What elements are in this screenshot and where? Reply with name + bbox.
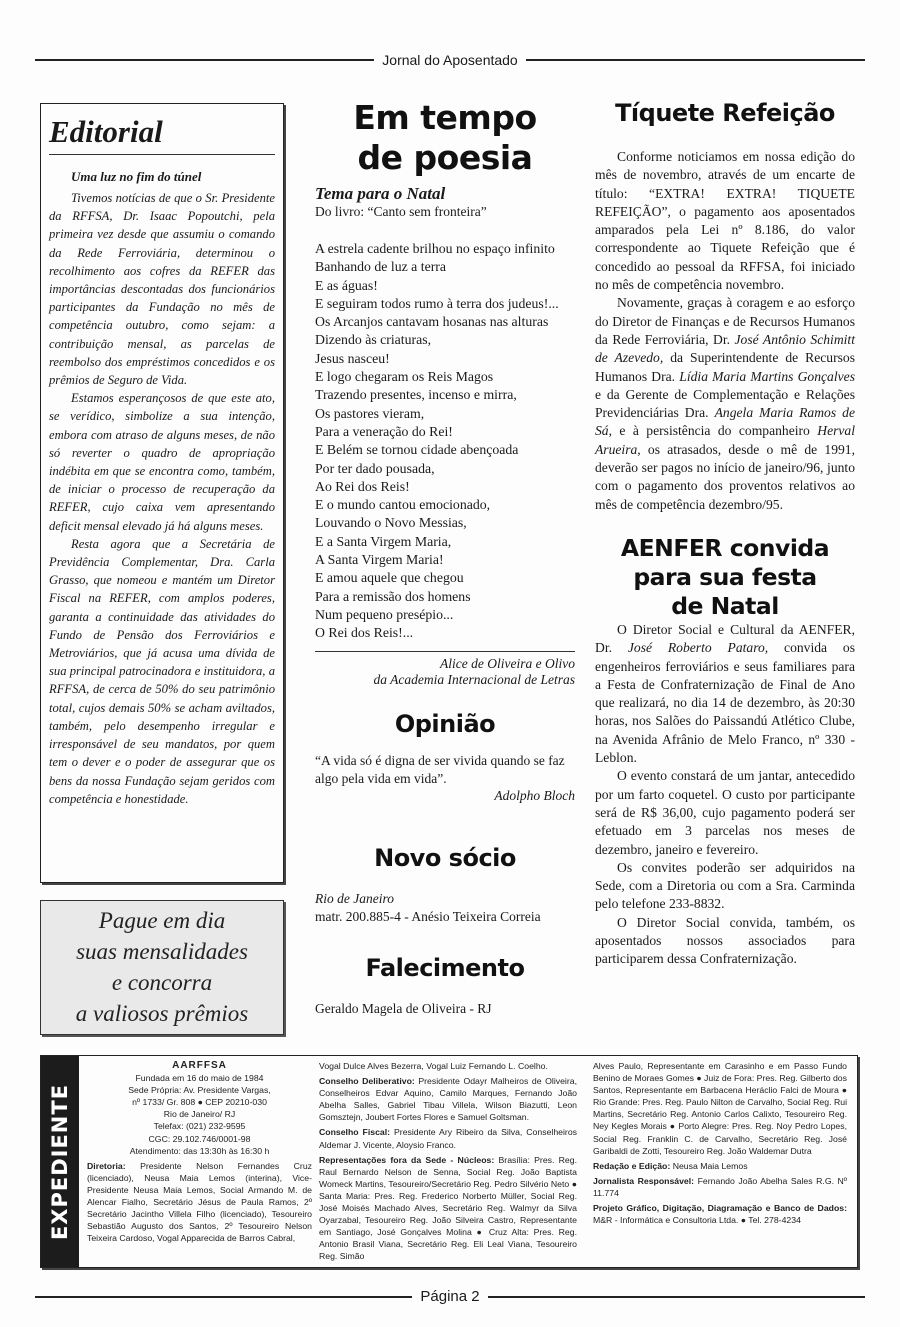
poem-verse: Dizendo às criaturas, <box>315 332 432 348</box>
falecimento-heading: Falecimento <box>365 954 525 983</box>
section-text: Presidente Odayr Malheiros de Oliveira, Conselheiros Edvar Aquino, Camilo Marques, Fernando João Abelha Salles, Gabriel Tibau Villela, Wilson Biazutti, Leon Gomsztejn, Joubert Fortes Flores e Samuel Goltsman. <box>319 1076 578 1123</box>
editorial-paragraph: Tivemos notícias de que o Sr. Presidente da RFFSA, Dr. Isaac Popoutchi, pela primeira vez desde que assumiu o comando da Rede Ferroviária, determinou o recolhimento aos cofres da REFER das importâncias descontadas dos funcionários participantes da Fundação no mês de competência outubro, como sejam: a contribuição mensal, as parcelas de reembolso dos empréstimos concedidos e os prêmios de Seguro de Vida. <box>49 191 275 388</box>
section-text: Presidente Ary Ribeiro da Silva, Conselheiros Aldemar J. Vicente, Aloysio Franco. <box>319 1127 577 1150</box>
person-name: Lídia Maria Martins Gonçalves <box>679 368 855 384</box>
poem-verse: E Belém se tornou cidade abençoada <box>315 442 519 458</box>
poetry-heading-line: de poesia <box>357 138 533 177</box>
expediente-column-1 <box>87 1060 312 1244</box>
section-text: Brasília: Pres. Reg. Raul Bernardo Nelson de Senna, Social Reg. João Baptista Womeck Martins, Tesoureiro/Secretário Reg. Pedro Silvério Neto ● Santa Maria: Pres. Reg. Frederico Norberto Müller, Social Reg. José Moisés Machado Alves, Secretário Reg. Walmyr da Silva Oyarzabal, Tesoureiro Reg. João Silveira Castro, Representante em Santiago, José Gonçalves Molina ● Cruz Alta: Pres. Reg. Antonio Brasil Viana, Secretário Reg. Eli Leal Viana, Tesoureiro Reg. Simão <box>319 1154 577 1262</box>
section-label: Conselho Deliberativo: <box>319 1076 415 1087</box>
tiquete-heading: Tíquete Refeição <box>615 99 835 127</box>
poem-source: Do livro: “Canto sem fronteira” <box>315 204 487 219</box>
promo-box <box>40 900 284 1035</box>
poem-verses <box>315 240 575 643</box>
poem-verse: Ao Rei dos Reis! <box>315 478 410 494</box>
editorial-title: Editorial <box>49 114 275 155</box>
page-number: Página 2 <box>420 1288 480 1305</box>
middle-column <box>315 98 575 1018</box>
aenfer-heading-line: AENFER convida <box>620 533 830 562</box>
poem-verse: Jesus nasceu! <box>315 350 390 366</box>
poem-verse: Para a veneração do Rei! <box>315 423 453 439</box>
expediente-band <box>41 1056 79 1267</box>
address-line: Atendimento: das 13:30h às 16:30 h <box>129 1145 270 1156</box>
poem-verse: A estrela cadente brilhou no espaço infinito <box>315 241 555 256</box>
text-run: Novamente, graças à coragem e ao esforço do Diretor de Finanças e de Recursos Humanos da Rede Ferroviária, Dr. <box>595 295 855 347</box>
address-line: nº 1733/ Gr. 808 ● CEP 20210-030 <box>132 1097 267 1108</box>
expediente-column-2 <box>319 1060 577 1263</box>
page-footer <box>35 1288 865 1305</box>
right-column <box>595 98 855 969</box>
poem-verse: Para a remissão dos homens <box>315 588 471 604</box>
poem-verse: Os Arcanjos cantavam hosanas nas alturas <box>315 314 549 330</box>
editorial-subtitle: Uma luz no fim do túnel <box>71 169 202 184</box>
editorial-paragraph: Resta agora que a Secretária de Previdência Complementar, Dra. Carla Grasso, que nomeou e mantém um Diretor Fiscal na REFER, com amplos poderes, garanta a continuidade das atividades do Fundo de Pensão dos Ferroviários e Metroviários, que já acusa uma dívida de sua principal patrocinadora e instituidora, a RFFSA, de cerca de 50% do seu patrimônio total, cujos demais 50% se acham aviltados, também, pelo desempenho irregular e irresponsável de seu mandatos, por quem tem o dever e o poder de assegurar que os bens da nossa Fundação sejam geridos com competência e honestidade. <box>49 536 275 806</box>
person-name: José Roberto Pataro, <box>627 640 769 656</box>
poem-verse: Por ter dado pousada, <box>315 460 435 476</box>
poem-verse: Num pequeno presépio... <box>315 606 454 622</box>
expediente-label: EXPEDIENTE <box>48 1083 72 1240</box>
jornalista <box>593 1175 847 1199</box>
poem-verse: E a Santa Virgem Maria, <box>315 533 452 549</box>
representacoes-continued: Alves Paulo, Representante em Carasinho e em Passo Fundo Benino de Moraes Gomes ● Juiz de Fora: Pres. Reg. Gilberto dos Santos, Representante em Barbacena Heráclio Falci de Moura ● Rio Grande: Pres. Reg. Paulo Nilton de Carvalho, Social Reg. Rui Martins, Secretário Reg. Antonio Carlos Calixto, Tesoureiro Reg. Ney Kegles Morais ● Porto Alegre: Pres. Reg. Noy Pedro Lopes, Social Reg. Franklin C. de Carvalho, Secretário Reg. José Garibaldi de Zotti, Tesoureiro Reg. João Waldemar Dutra <box>593 1061 847 1156</box>
promo-line: e concorra <box>111 970 213 995</box>
poem-author-affiliation: da Academia Internacional de Letras <box>373 672 575 688</box>
opiniao-heading: Opinião <box>394 710 496 739</box>
vogais: Vogal Dulce Alves Bezerra, Vogal Luiz Fernando L. Coelho. <box>319 1061 548 1071</box>
text-run: convida os engenheiros ferroviários e seus familiares para a Festa de Confraternização de Final de Ano que realizará, no dia 14 de dezembro, às 20:30 horas, nos Salões do Paissandú Atlético Clube, na Avenida Afrânio de Melo Franco, nº 330 - Leblon. <box>595 640 856 766</box>
diretoria <box>87 1160 312 1245</box>
opiniao-author: Adolpho Bloch <box>494 788 575 804</box>
section-label: Redação e Edição: <box>593 1160 671 1171</box>
poem-verse: Banhando de luz a terra <box>315 259 447 275</box>
poem-verse: E seguiram todos rumo à terra dos judeus!... <box>315 295 559 311</box>
aenfer-paragraph: O Diretor Social convida, também, os aposentados nossos associados para participarem dessa Confraternização. <box>595 914 855 967</box>
org-address <box>87 1072 312 1157</box>
poem-verse: Louvando o Novo Messias, <box>315 515 467 531</box>
section-text: M&R - Informática e Consultoria Ltda. ● Tel. 278-4234 <box>593 1215 801 1226</box>
promo-line: suas mensalidades <box>76 939 248 964</box>
opiniao-quote: “A vida só é digna de ser vivida quando se faz algo pela vida em vida”. <box>315 753 565 787</box>
text-run: O Diretor Social e Cultural da AENFER, Dr. <box>595 621 855 656</box>
poem-verse: E o mundo cantou emocionado, <box>315 497 491 513</box>
poem-verse: E amou aquele que chegou <box>315 570 464 586</box>
page-header <box>35 52 865 68</box>
promo-line: Pague em dia <box>98 908 226 933</box>
person-name: Herval Arueira <box>595 423 855 457</box>
tiquete-paragraph: Conforme noticiamos em nossa edição do mês de novembro, através de um encarte de título: “EXTRA! EXTRA! TIQUETE REFEIÇÃO”, o pagamento aos aposentados amparados pela Lei nº 8.186, do valor correspondente ao Tiquete Refeição que é concedido ao pessoal da RFFSA, foi iniciado no mês de competência novembro. <box>595 149 855 293</box>
section-text: Presidente Nelson Fernandes Cruz (licenciado), Neusa Maia Lemos (interina), Vice-Presidente Neusa Maia Lemos, Social Armando M. de Alencar Fialho, Secretário Jésus de Paula Ramos, 2º Secretário Jacintho Villela Filho (licenciado), Tesoureiro Sebastião Augusto dos Santos, 2º Tesoureiro Nelson Teixeira Cardoso, Vogal Apparecida de Barros Cabral, <box>87 1160 312 1244</box>
novo-socio-member: matr. 200.885-4 - Anésio Teixeira Correia <box>315 909 541 925</box>
aenfer-heading-line: para sua festa <box>633 562 817 591</box>
poem-verse: E as águas! <box>315 277 378 293</box>
poem-verse: A Santa Virgem Maria! <box>315 552 444 568</box>
poem-verse: Trazendo presentes, incenso e mirra, <box>315 387 517 403</box>
person-name: Angela Maria Ramos de Sá <box>595 405 855 439</box>
aenfer-paragraph: Os convites poderão ser adquiridos na Sede, com a Diretoria ou com a Sra. Carminda pelo telefone 233-8832. <box>595 859 855 912</box>
address-line: Telefax: (021) 232-9595 <box>153 1121 246 1132</box>
editorial-box <box>40 103 284 883</box>
header-rule-left <box>35 59 374 61</box>
section-text: Fernando João Abelha Sales R.G. Nº 11.774 <box>593 1175 847 1198</box>
text-run: , os atrasados, desde o mê de 1991, deverão ser pagos no início de janeiro/96, junto com o pagamento dos proventos relativos ao mês de competência dezembro/95. <box>595 441 855 512</box>
aenfer-heading-line: de Natal <box>671 591 779 620</box>
address-line: Sede Própria: Av. Presidente Vargas, <box>128 1085 271 1096</box>
expediente-column-3 <box>593 1060 847 1226</box>
section-label: Jornalista Responsável: <box>593 1175 695 1186</box>
text-run: da Superintendente de Recursos Humanos Dra. <box>595 350 855 384</box>
section-label: Projeto Gráfico, Digitação, Diagramação e Banco de Dados: <box>593 1203 847 1214</box>
poetry-heading-line: Em tempo <box>353 98 537 137</box>
conselho-deliberativo <box>319 1075 577 1123</box>
section-label: Conselho Fiscal: <box>319 1127 391 1138</box>
tiquete-paragraph <box>595 294 855 514</box>
aenfer-heading <box>595 534 855 621</box>
poem-verse: E logo chegaram os Reis Magos <box>315 369 494 385</box>
expediente-box <box>40 1055 858 1268</box>
conselho-fiscal <box>319 1126 577 1150</box>
poem-title: Tema para o Natal <box>315 184 446 203</box>
section-label: Diretoria: <box>87 1160 126 1171</box>
promo-line: a valiosos prêmios <box>75 1001 249 1026</box>
falecimento-name: Geraldo Magela de Oliveira - RJ <box>315 1001 492 1017</box>
novo-socio-city: Rio de Janeiro <box>315 891 394 907</box>
editorial-paragraph: Estamos esperançosos de que este ato, se verídico, simbolize a sua intenção, embora com atraso de alguns meses, de não só reverter o quadro de apropriação indébita em que se encontra como, também, de iniciar o processo de recuperação da REFER, cujo caixa vem apresentando deficit mensal elevado já há alguns meses. <box>49 391 275 533</box>
org-name: AARFFSA <box>172 1060 227 1071</box>
header-rule-right <box>526 59 865 61</box>
address-line: Fundada em 16 do maio de 1984 <box>135 1073 264 1084</box>
address-line: CGC: 29.102.746/0001-98 <box>148 1133 251 1144</box>
footer-rule-left <box>35 1296 412 1298</box>
section-label: Representações fora da Sede - Núcleos: <box>319 1154 495 1165</box>
novo-socio-heading: Novo sócio <box>374 844 516 873</box>
poem-rule <box>315 651 575 653</box>
aenfer-paragraph <box>595 621 855 767</box>
section-text: Neusa Maia Lemos <box>672 1160 748 1171</box>
poem-verse: Os pastores vieram, <box>315 405 425 421</box>
text-run: e da Gerente de Complementação e Relações Previdenciárias Dra. <box>595 386 855 421</box>
poem-verse: O Rei dos Reis!... <box>315 625 414 641</box>
poem-author: Alice de Oliveira e Olivo <box>440 656 575 672</box>
address-line: Rio de Janeiro/ RJ <box>163 1109 236 1120</box>
representacoes <box>319 1154 577 1263</box>
person-name: José Antônio Schimitt de Azevedo, <box>595 331 855 366</box>
projeto-grafico <box>593 1202 847 1226</box>
poetry-heading <box>315 98 575 178</box>
aenfer-paragraph: O evento constará de um jantar, antecedido por um farto coquetel. O custo por participante será de R$ 36,00, cujo pagamento poderá ser efetuado em 3 parcelas nos meses de dezembro, janeiro e fevereiro. <box>595 768 855 857</box>
publication-title: Jornal do Aposentado <box>382 52 518 68</box>
footer-rule-right <box>488 1296 865 1298</box>
text-run: , e à persistência do companheiro <box>608 423 818 439</box>
redacao <box>593 1160 847 1172</box>
